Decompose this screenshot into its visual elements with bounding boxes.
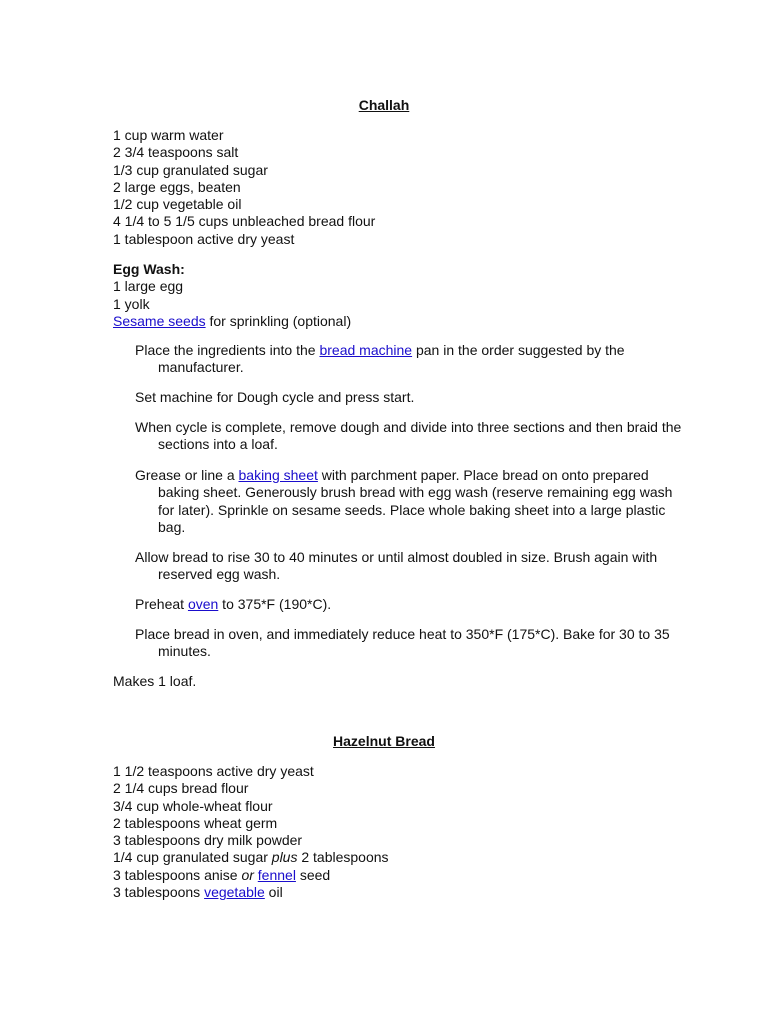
hazelnut-ingredient-list	[113, 763, 713, 901]
ingredient-item: 1 large egg	[113, 278, 184, 295]
instruction-step: When cycle is complete, remove dough and divide into three sections and then braid the sections into a loaf.	[135, 419, 682, 453]
ingredient-item: 1/3 cup granulated sugar	[113, 161, 268, 178]
ingredient-item: 1 1/2 teaspoons active dry yeast	[113, 763, 314, 779]
instruction-step: Place the ingredients into the bread machine pan in the order suggested by the manufacturer.	[135, 342, 625, 376]
instruction-step: Allow bread to rise 30 to 40 minutes or until almost doubled in size. Brush again with reserved egg wash.	[135, 549, 658, 583]
oven-link[interactable]: oven	[187, 596, 219, 612]
hazelnut-title: Hazelnut Bread	[333, 733, 435, 749]
ingredient-item: 2 large eggs, beaten	[113, 178, 241, 195]
instruction-step: Grease or line a baking sheet with parchment paper. Place bread on onto prepared baking sheet. Generously brush bread with egg wash (reserve remaining egg wash for later). Sprinkle on sesame seeds. Place whole baking sheet into a large plastic bag.	[135, 467, 673, 535]
ingredient-item: 1 tablespoon active dry yeast	[113, 230, 295, 247]
ingredient-item: Sesame seeds for sprinkling (optional)	[113, 312, 352, 329]
sesame-seeds-link[interactable]: Sesame seeds	[113, 312, 206, 329]
yield-text: Makes 1 loaf.	[113, 673, 197, 689]
ingredient-item: 3 tablespoons dry milk powder	[113, 832, 303, 849]
ingredient-item: 1/2 cup vegetable oil	[113, 196, 242, 213]
ingredient-item: 1 yolk	[113, 295, 150, 312]
ingredient-item: 1/4 cup granulated sugar plus 2 tablespoons	[113, 849, 389, 866]
ingredient-item: 1 cup warm water	[113, 127, 224, 143]
challah-title: Challah	[358, 97, 410, 113]
instruction-step: Place bread in oven, and immediately reduce heat to 350*F (175*C). Bake for 30 to 35 minutes.	[135, 626, 670, 660]
ingredient-item: 2 tablespoons wheat germ	[113, 814, 278, 831]
ingredient-item: 3 tablespoons anise or fennel seed	[113, 866, 331, 883]
ingredient-item: 3 tablespoons vegetable oil	[113, 884, 283, 901]
ingredient-item: 2 3/4 teaspoons salt	[113, 144, 239, 161]
challah-ingredient-list	[113, 127, 713, 248]
baking-sheet-link[interactable]: baking sheet	[238, 467, 318, 483]
vegetable-link[interactable]: vegetable	[204, 884, 265, 901]
ingredient-item: 3/4 cup whole-wheat flour	[113, 797, 273, 814]
egg-wash-section	[113, 261, 713, 330]
ingredient-item: 4 1/4 to 5 1/5 cups unbleached bread flour	[113, 213, 376, 230]
ingredient-item: 2 1/4 cups bread flour	[113, 780, 249, 797]
bread-machine-link[interactable]: bread machine	[319, 342, 413, 358]
fennel-link[interactable]: fennel	[257, 866, 296, 883]
instruction-step: Set machine for Dough cycle and press start.	[135, 389, 415, 405]
egg-wash-heading: Egg Wash:	[113, 261, 185, 277]
instruction-step: Preheat oven to 375*F (190*C).	[135, 596, 332, 612]
